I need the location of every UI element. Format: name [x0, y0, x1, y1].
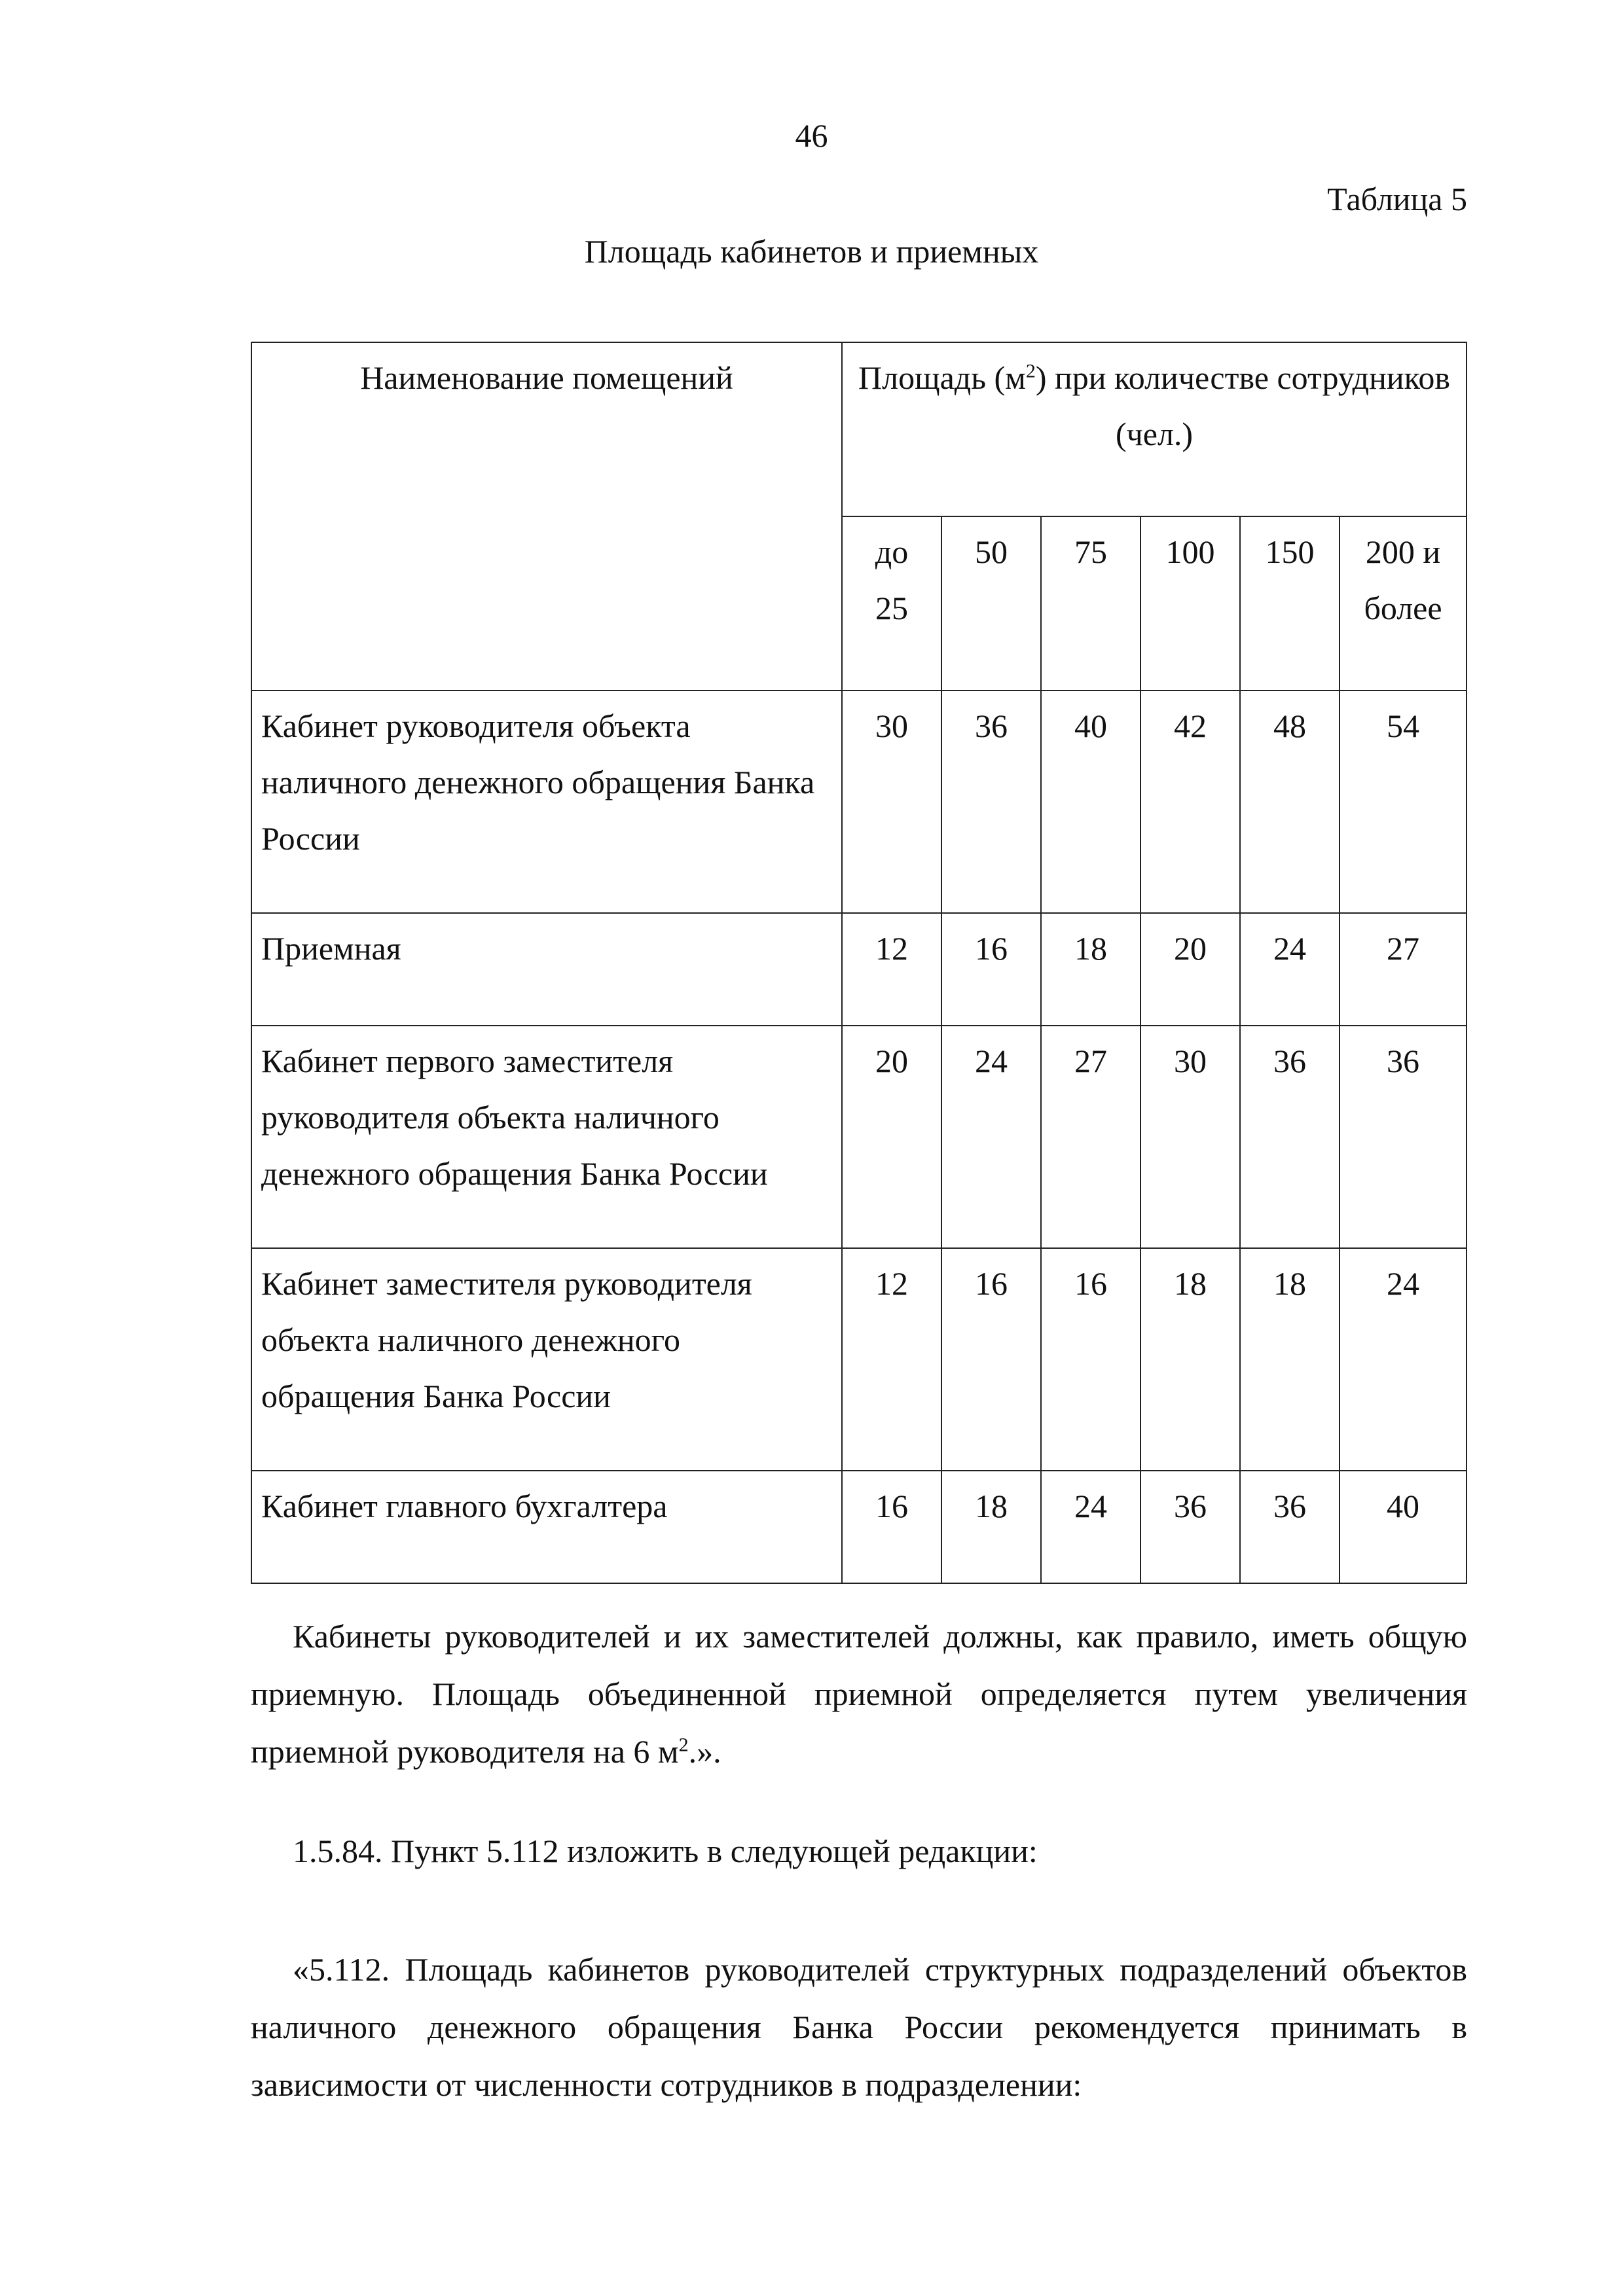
row-value: 40 [1041, 691, 1140, 913]
header-col-2-line1: 50 [975, 533, 1008, 570]
row-name-line: Кабинет руководителя объекта [261, 708, 691, 744]
table-row [251, 691, 1467, 913]
row-value: 24 [1041, 1471, 1140, 1583]
row-value: 54 [1340, 691, 1467, 913]
table-title: Площадь кабинетов и приемных [584, 233, 1039, 270]
row-value: 40 [1340, 1471, 1467, 1583]
paragraph-reception-sup: 2 [678, 1734, 689, 1756]
header-col-1 [842, 516, 941, 691]
row-name-cell [251, 1248, 842, 1471]
header-col-6-line2: более [1364, 590, 1442, 626]
header-area-suffix: ) при количестве сотрудников [1035, 359, 1450, 396]
paragraph-clause-5-112: «5.112. Площадь кабинетов руководителей структурных подразделений объектов наличного денежного обращения Банка России рекомендуется принимать в зависимости от численности сотрудников в подразделении: [251, 1951, 1467, 2103]
header-room-name [251, 342, 842, 691]
row-value: 16 [1041, 1248, 1140, 1471]
table-label: Таблица 5 [1327, 181, 1467, 217]
row-value: 12 [842, 1248, 941, 1471]
header-area-line1 [843, 350, 1466, 406]
rooms-area-table [251, 342, 1467, 1584]
row-name-line: руководителя объекта наличного [261, 1099, 720, 1136]
row-name-cell [251, 913, 842, 1026]
row-value: 36 [1140, 1471, 1240, 1583]
row-value: 27 [1340, 913, 1467, 1026]
paragraph-reception-end: .». [688, 1733, 721, 1770]
paragraph-reception-text: Кабинеты руководителей и их заместителей должны, как правило, иметь общую приемную. Площадь объединенной приемной определяется путем увеличения приемной руководителя на 6 м [251, 1618, 1467, 1770]
row-value: 18 [941, 1471, 1041, 1583]
row-name-line: России [261, 820, 360, 857]
table-row [251, 913, 1467, 1026]
header-col-5-line1: 150 [1265, 533, 1315, 570]
row-value: 16 [941, 913, 1041, 1026]
row-value: 16 [941, 1248, 1041, 1471]
row-value: 16 [842, 1471, 941, 1583]
row-value: 18 [1140, 1248, 1240, 1471]
row-value: 36 [1240, 1026, 1340, 1248]
header-area [842, 342, 1467, 516]
row-value: 20 [842, 1026, 941, 1248]
row-value: 42 [1140, 691, 1240, 913]
table-row [251, 1248, 1467, 1471]
row-name-line: денежного обращения Банка России [261, 1155, 768, 1192]
row-value: 27 [1041, 1026, 1140, 1248]
row-name-line: объекта наличного денежного [261, 1321, 680, 1358]
row-name-cell [251, 691, 842, 913]
row-value: 30 [842, 691, 941, 913]
row-value: 24 [1240, 913, 1340, 1026]
header-area-prefix: Площадь (м [858, 359, 1026, 396]
header-col-4 [1140, 516, 1240, 691]
row-value: 20 [1140, 913, 1240, 1026]
row-value: 36 [1340, 1026, 1467, 1248]
paragraph-reception-note [251, 1607, 1467, 1780]
header-area-line2: (чел.) [1115, 416, 1194, 452]
header-col-3-line1: 75 [1074, 533, 1107, 570]
row-name-line: Кабинет главного бухгалтера [261, 1488, 668, 1524]
header-col-2 [941, 516, 1041, 691]
row-value: 36 [1240, 1471, 1340, 1583]
header-col-3 [1041, 516, 1140, 691]
row-value: 48 [1240, 691, 1340, 913]
row-value: 30 [1140, 1026, 1240, 1248]
header-area-sup: 2 [1025, 360, 1036, 382]
header-col-6-line1: 200 и [1365, 533, 1441, 570]
header-col-4-line1: 100 [1165, 533, 1215, 570]
row-value: 18 [1240, 1248, 1340, 1471]
row-value: 36 [941, 691, 1041, 913]
table-row [251, 1471, 1467, 1583]
row-name-line: обращения Банка России [261, 1378, 611, 1414]
row-value: 24 [1340, 1248, 1467, 1471]
row-name-cell [251, 1471, 842, 1583]
row-value: 24 [941, 1026, 1041, 1248]
paragraph-clause-amendment: 1.5.84. Пункт 5.112 изложить в следующей редакции: [293, 1833, 1038, 1869]
row-name-cell [251, 1026, 842, 1248]
table-row [251, 1026, 1467, 1248]
header-col-1-line1: до [875, 533, 909, 570]
row-name-line: Кабинет заместителя руководителя [261, 1265, 752, 1302]
row-value: 18 [1041, 913, 1140, 1026]
row-value: 12 [842, 913, 941, 1026]
row-name-line: Кабинет первого заместителя [261, 1043, 674, 1079]
row-name-line: наличного денежного обращения Банка [261, 764, 815, 800]
header-room-name-text: Наименование помещений [360, 359, 733, 396]
header-col-5 [1240, 516, 1340, 691]
page-number: 46 [795, 117, 828, 154]
header-col-1-line2: 25 [875, 590, 908, 626]
header-col-6 [1340, 516, 1467, 691]
row-name-line: Приемная [261, 930, 401, 967]
